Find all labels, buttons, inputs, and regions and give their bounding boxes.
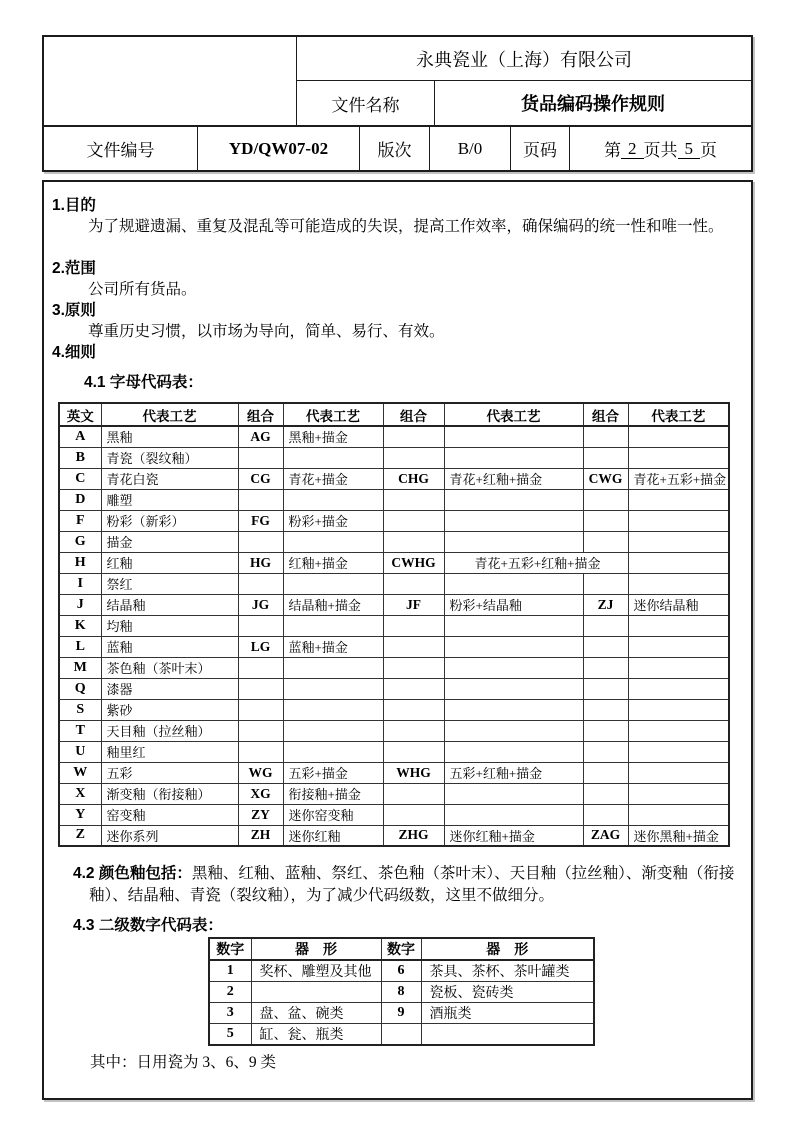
column-header: 组合 (238, 403, 283, 426)
table-cell: 结晶釉 (101, 594, 238, 615)
document-body (42, 180, 753, 1100)
table-row (59, 678, 729, 699)
digit-code-table (208, 937, 595, 1046)
table-cell: JG (238, 594, 283, 615)
table-cell: 粉彩（新彩） (101, 510, 238, 531)
table-cell: X (59, 783, 101, 804)
table-cell (628, 783, 729, 804)
header-right-rows (297, 37, 751, 125)
table-cell: L (59, 636, 101, 657)
table-cell: 迷你红釉+描金 (444, 825, 583, 846)
table-cell: 9 (381, 1003, 421, 1024)
company-name: 永典瓷业（上海）有限公司 (297, 37, 751, 81)
table-cell: M (59, 657, 101, 678)
column-header: 代表工艺 (628, 403, 729, 426)
table-cell: 红釉 (101, 552, 238, 573)
table-cell: 结晶釉+描金 (283, 594, 383, 615)
table-row (209, 982, 594, 1003)
table-cell: 青花+红釉+描金 (444, 468, 583, 489)
table-cell (383, 783, 444, 804)
table-cell: 1 (209, 960, 251, 982)
table-header-row (59, 403, 729, 426)
table-row (59, 552, 729, 573)
doc-name-label: 文件名称 (297, 81, 435, 125)
table-cell (238, 720, 283, 741)
table-row (59, 636, 729, 657)
table-row (209, 1024, 594, 1046)
table-cell: S (59, 699, 101, 720)
table-cell: 2 (209, 982, 251, 1003)
table-cell (238, 573, 283, 594)
table-cell (628, 678, 729, 699)
table-cell (444, 804, 583, 825)
section-3-body: 尊重历史习惯，以市场为导向，简单、易行、有效。 (88, 323, 445, 340)
table-cell: 黑釉 (101, 426, 238, 447)
table-cell: 粉彩+描金 (283, 510, 383, 531)
table-cell (628, 426, 729, 447)
table-cell (383, 447, 444, 468)
table-row (59, 783, 729, 804)
table-cell: 迷你黑釉+描金 (628, 825, 729, 846)
table-cell: W (59, 762, 101, 783)
table-cell: 3 (209, 1003, 251, 1024)
table-cell: 迷你结晶釉 (628, 594, 729, 615)
table-cell: 奖杯、雕塑及其他 (251, 960, 381, 982)
section-4-3-title: 4.3 二级数字代码表： (73, 917, 223, 934)
table-cell: 迷你红釉 (283, 825, 383, 846)
table-cell (251, 982, 381, 1003)
table-cell: 酒瓶类 (421, 1003, 594, 1024)
table-cell (283, 741, 383, 762)
table-cell: 青花+五彩+红釉+描金 (444, 552, 628, 573)
column-header: 数字 (209, 938, 251, 960)
column-header: 代表工艺 (101, 403, 238, 426)
table-cell (283, 615, 383, 636)
table-cell: J (59, 594, 101, 615)
table-row (59, 699, 729, 720)
table-cell (383, 489, 444, 510)
table-cell (583, 804, 628, 825)
table-cell: B (59, 447, 101, 468)
table-cell: ZH (238, 825, 283, 846)
header-top-rows (44, 37, 751, 125)
table-row (59, 594, 729, 615)
version-label: 版次 (360, 127, 430, 170)
table-cell (628, 510, 729, 531)
table-cell (444, 510, 583, 531)
table-cell: 8 (381, 982, 421, 1003)
table-cell (444, 636, 583, 657)
table-cell (444, 489, 583, 510)
table-cell (583, 657, 628, 678)
table-cell: 天目釉（拉丝釉） (101, 720, 238, 741)
section-1-title: 1.目的 (52, 197, 96, 214)
table-row (59, 510, 729, 531)
table-cell (444, 741, 583, 762)
table-cell: ZHG (383, 825, 444, 846)
table-cell (583, 783, 628, 804)
table-cell (444, 657, 583, 678)
table-cell: 缸、瓮、瓶类 (251, 1024, 381, 1046)
document-header-table (42, 35, 753, 172)
table-cell (583, 636, 628, 657)
table-cell (628, 531, 729, 552)
table-cell (583, 762, 628, 783)
table-cell: 青花+描金 (283, 468, 383, 489)
table-cell: U (59, 741, 101, 762)
doc-meta-row (44, 125, 751, 170)
table-row (59, 615, 729, 636)
table-cell (383, 657, 444, 678)
table-row (209, 960, 594, 982)
table-cell: FG (238, 510, 283, 531)
table-row (59, 489, 729, 510)
table-cell: CG (238, 468, 283, 489)
table-cell: 瓷板、瓷砖类 (421, 982, 594, 1003)
letter-code-table (58, 402, 730, 847)
table-cell (283, 447, 383, 468)
table-cell: 漆器 (101, 678, 238, 699)
table-cell: 茶色釉（茶叶末） (101, 657, 238, 678)
table-cell (628, 762, 729, 783)
table-cell: 五彩 (101, 762, 238, 783)
table-row (59, 762, 729, 783)
table-cell: CWHG (383, 552, 444, 573)
table-cell (583, 741, 628, 762)
table-cell: 盘、盆、碗类 (251, 1003, 381, 1024)
table-cell (383, 573, 444, 594)
table-cell: WG (238, 762, 283, 783)
section-4-2-body: 黑釉、红釉、蓝釉、祭红、茶色釉（茶叶末）、天目釉（拉丝釉）、渐变釉（衔接釉）、结晶釉、青瓷（裂纹釉），为了减少代码级数，这里不做细分。 (89, 865, 735, 904)
table-row (209, 1003, 594, 1024)
table-row (59, 447, 729, 468)
table-cell (238, 657, 283, 678)
table-row (59, 804, 729, 825)
section-3-title: 3.原则 (52, 302, 96, 319)
section-2-body: 公司所有货品。 (88, 281, 197, 298)
table-cell: 衔接釉+描金 (283, 783, 383, 804)
table-row (59, 531, 729, 552)
table-cell (444, 426, 583, 447)
table-cell (283, 657, 383, 678)
table-cell (583, 531, 628, 552)
column-header: 代表工艺 (283, 403, 383, 426)
table-cell (583, 615, 628, 636)
doc-title: 货品编码操作规则 (521, 94, 665, 114)
column-header: 组合 (383, 403, 444, 426)
page-suffix: 页 (700, 141, 717, 160)
table-cell: 黑釉+描金 (283, 426, 383, 447)
table-cell: ZJ (583, 594, 628, 615)
table-cell: 釉里红 (101, 741, 238, 762)
table-cell (421, 1024, 594, 1046)
table-cell: Q (59, 678, 101, 699)
table-cell (444, 447, 583, 468)
table-cell: C (59, 468, 101, 489)
column-header: 英文 (59, 403, 101, 426)
table-cell: CWG (583, 468, 628, 489)
table-cell: 青瓷（裂纹釉） (101, 447, 238, 468)
table-cell (383, 678, 444, 699)
table-cell (238, 489, 283, 510)
table-cell (628, 615, 729, 636)
column-header: 器 形 (421, 938, 594, 960)
section-4-1-title: 4.1 字母代码表： (84, 374, 203, 391)
table-cell: HG (238, 552, 283, 573)
table-cell: 5 (209, 1024, 251, 1046)
column-header: 器 形 (251, 938, 381, 960)
table-cell (583, 678, 628, 699)
table-cell: 迷你窑变釉 (283, 804, 383, 825)
table-cell: 雕塑 (101, 489, 238, 510)
section-4-2 (44, 863, 741, 907)
table-row (59, 720, 729, 741)
table-cell (628, 699, 729, 720)
table-cell (383, 720, 444, 741)
table-cell: 6 (381, 960, 421, 982)
table-cell (283, 699, 383, 720)
table-cell (283, 489, 383, 510)
table-cell (583, 489, 628, 510)
table-cell (444, 783, 583, 804)
table-cell (383, 636, 444, 657)
column-header: 代表工艺 (444, 403, 583, 426)
table-cell: XG (238, 783, 283, 804)
table-cell (628, 720, 729, 741)
section-2-title: 2.范围 (52, 260, 96, 277)
table-cell (383, 531, 444, 552)
table-cell: 迷你系列 (101, 825, 238, 846)
table-cell (383, 699, 444, 720)
table-cell (583, 573, 628, 594)
table-cell (383, 741, 444, 762)
table-cell (283, 531, 383, 552)
table-row (59, 573, 729, 594)
table-cell (583, 699, 628, 720)
table-cell (444, 531, 583, 552)
table-cell: 青花白瓷 (101, 468, 238, 489)
table-cell: F (59, 510, 101, 531)
table-cell (628, 741, 729, 762)
table-cell: A (59, 426, 101, 447)
table-row (59, 825, 729, 846)
table-cell (628, 552, 729, 573)
table-cell: 五彩+红釉+描金 (444, 762, 583, 783)
page-label: 页码 (511, 127, 570, 170)
table-cell: I (59, 573, 101, 594)
table-cell (628, 804, 729, 825)
table-cell: 窑变釉 (101, 804, 238, 825)
table-cell (583, 426, 628, 447)
table-cell (383, 510, 444, 531)
table-cell (283, 678, 383, 699)
table-cell (444, 615, 583, 636)
table-cell: 描金 (101, 531, 238, 552)
page-total: 5 (678, 139, 701, 159)
version-value: B/0 (430, 127, 511, 170)
page-infix: 页共 (643, 141, 678, 160)
doc-no-value: YD/QW07-02 (198, 127, 360, 170)
table-row (59, 657, 729, 678)
table-cell (628, 636, 729, 657)
page-current: 2 (621, 139, 644, 159)
note-text: 其中：日用瓷为 3、6、9 类 (90, 1054, 277, 1071)
table-cell (628, 447, 729, 468)
table-cell (383, 804, 444, 825)
table-cell: 祭红 (101, 573, 238, 594)
logo-cell-empty (44, 37, 297, 125)
table-cell (238, 615, 283, 636)
table-cell: G (59, 531, 101, 552)
table-cell: Y (59, 804, 101, 825)
table-cell (444, 678, 583, 699)
table-cell (238, 678, 283, 699)
table-cell: K (59, 615, 101, 636)
table-row (59, 426, 729, 447)
table-cell: LG (238, 636, 283, 657)
doc-no-label: 文件编号 (44, 127, 198, 170)
table-cell: 红釉+描金 (283, 552, 383, 573)
table-cell: 均釉 (101, 615, 238, 636)
table-cell: 粉彩+结晶釉 (444, 594, 583, 615)
table-cell (238, 741, 283, 762)
table-cell: JF (383, 594, 444, 615)
table-cell (583, 447, 628, 468)
table-cell: CHG (383, 468, 444, 489)
table-cell: ZY (238, 804, 283, 825)
doc-name-row (297, 81, 751, 125)
table-cell: ZAG (583, 825, 628, 846)
table-cell (444, 720, 583, 741)
table-cell: H (59, 552, 101, 573)
table-row (59, 741, 729, 762)
table-cell (283, 720, 383, 741)
table-cell (381, 1024, 421, 1046)
section-1-body: 为了规避遗漏、重复及混乱等可能造成的失误，提高工作效率，确保编码的统一性和唯一性。 (88, 218, 724, 235)
table-cell: 紫砂 (101, 699, 238, 720)
column-header: 组合 (583, 403, 628, 426)
table-cell (383, 615, 444, 636)
table-cell: 蓝釉 (101, 636, 238, 657)
table-row (59, 468, 729, 489)
table-cell: Z (59, 825, 101, 846)
table-cell (383, 426, 444, 447)
table-cell: D (59, 489, 101, 510)
table-cell (238, 447, 283, 468)
table-cell: 五彩+描金 (283, 762, 383, 783)
page-prefix: 第 (604, 141, 621, 160)
section-4-2-lead: 4.2 颜色釉包括： (73, 865, 192, 882)
table-cell: 青花+五彩+描金 (628, 468, 729, 489)
table-header-row (209, 938, 594, 960)
table-cell (238, 699, 283, 720)
table-cell: WHG (383, 762, 444, 783)
table-cell (628, 489, 729, 510)
table-cell (583, 720, 628, 741)
column-header: 数字 (381, 938, 421, 960)
table-cell (628, 573, 729, 594)
section-4-title: 4.细则 (52, 344, 96, 361)
table-cell: AG (238, 426, 283, 447)
table-cell: 蓝釉+描金 (283, 636, 383, 657)
table-cell (583, 510, 628, 531)
table-cell (444, 573, 583, 594)
page-number (570, 127, 751, 170)
table-cell (283, 573, 383, 594)
table-cell: T (59, 720, 101, 741)
table-cell (628, 657, 729, 678)
table-cell: 茶具、茶杯、茶叶罐类 (421, 960, 594, 982)
table-cell: 渐变釉（衔接釉） (101, 783, 238, 804)
table-cell (444, 699, 583, 720)
table-cell (238, 531, 283, 552)
